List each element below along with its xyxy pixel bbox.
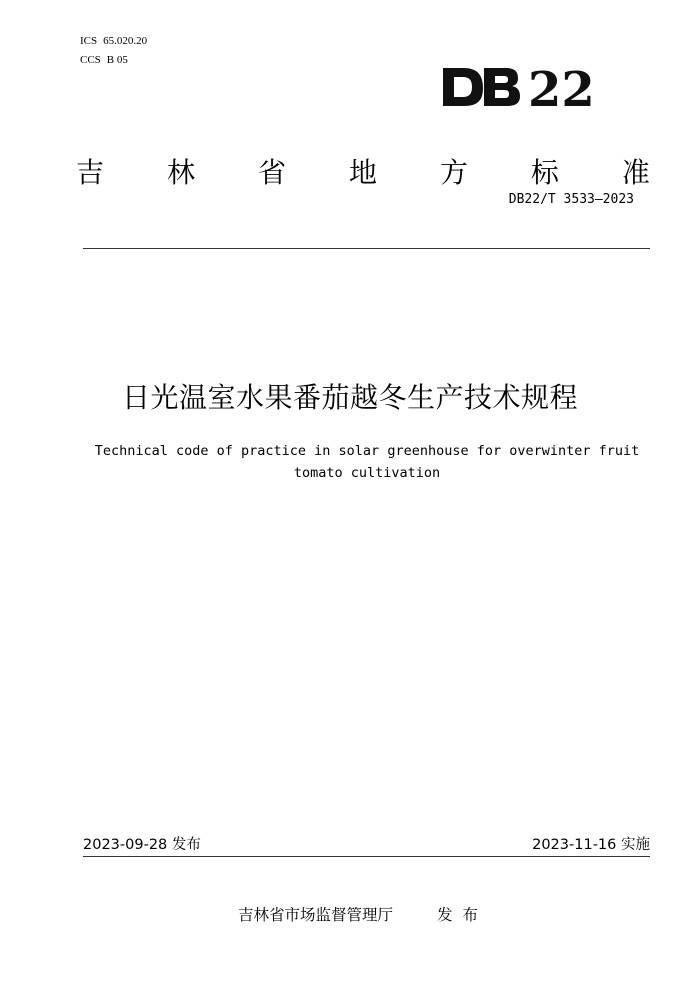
logo-letter-b [484, 68, 520, 106]
chinese-title: 日光温室水果番茄越冬生产技术规程 [121, 381, 578, 414]
english-title-line-2: tomato cultivation [293, 465, 441, 481]
issue-date: 2023-09-28 发布 [83, 837, 201, 853]
title-char: 省 [257, 156, 286, 189]
ccs-label: CCS [80, 54, 101, 66]
ics-code: 65.020.20 [103, 35, 148, 47]
title-char: 林 [166, 156, 195, 189]
title-char: 标 [530, 156, 559, 189]
title-char: 方 [439, 156, 468, 189]
english-title [60, 440, 674, 484]
bottom-divider [83, 856, 650, 857]
logo-letter-d [443, 68, 483, 106]
title-char: 吉 [76, 156, 105, 189]
ics-label: ICS [80, 35, 98, 47]
issuing-authority: 吉林省市场监督管理厅 [238, 906, 394, 924]
ics-classification [80, 34, 147, 48]
logo-number: 22 [528, 62, 595, 114]
publish-label: 发布 [437, 906, 489, 924]
ccs-classification [80, 53, 128, 67]
province-standard-title [76, 153, 650, 193]
implementation-date: 2023-11-16 实施 [532, 837, 650, 853]
ccs-code: B 05 [106, 54, 128, 66]
standard-number: DB22/T 3533—2023 [508, 192, 634, 207]
english-title-line-1: Technical code of practice in solar greenhouse for overwinter fruit [94, 443, 640, 459]
title-char: 地 [348, 156, 377, 189]
title-char: 准 [621, 156, 650, 189]
top-divider [83, 248, 650, 249]
db22-logo [440, 58, 600, 114]
